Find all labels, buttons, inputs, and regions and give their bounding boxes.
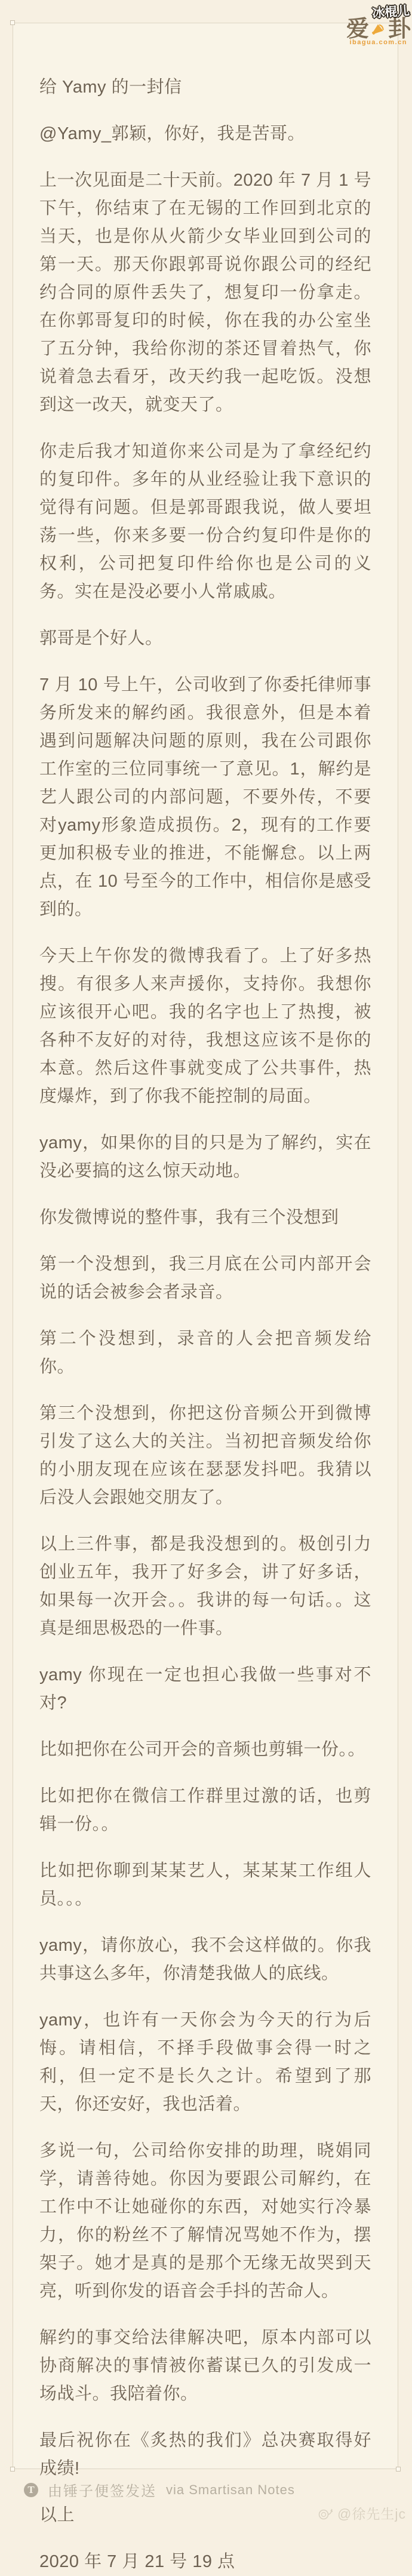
letter-paragraph: 多说一句，公司给你安排的助理，晓娟同学，请善待她。你因为要跟公司解约，在工作中不让她碰你的东西，对她实行冷暴力，你的粉丝不了解情况骂她不作为，摆架子。她才是真的是那个无缘无故哭到天亮，听到你发的语音会手抖的苦命人。 [39, 2141, 371, 2301]
letter-paragraph: 解约的事交给法律解决吧，原本内部可以协商解决的事情被你蓄谋已久的引发成一场战斗。我陪着你。 [39, 2328, 371, 2403]
letter-paragraph: 郭哥是个好人。 [39, 629, 163, 648]
letter-paragraph: 比如把你在公司开会的音频也剪辑一份。。 [39, 1740, 366, 1759]
letter-title: 给 Yamy 的一封信 [39, 78, 182, 97]
letter-paragraph: 第一个没想到，我三月底在公司内部开会说的话会被参会者录音。 [39, 1255, 371, 1302]
logo-brand-prefix: 爱 [346, 17, 369, 42]
watermark [318, 2503, 406, 2523]
letter-paragraph: 以上 [39, 2506, 75, 2525]
letter-paragraph: 比如把你聊到某某艺人，某某某工作组人员。。。 [39, 1861, 371, 1908]
letter-paragraph: 你走后我才知道你来公司是为了拿经纪约的复印件。多年的从业经验让我下意识的觉得有问题。但是郭哥跟我说，做人要坦荡一些，你来多要一份合约复印件是你的权利，公司把复印件给你也是公司的义务。实在是没必要小人常戚戚。 [39, 442, 371, 601]
megaphone-icon [370, 20, 388, 38]
card-corner-handle [10, 2467, 15, 2472]
letter-paragraph: 你发微博说的整件事，我有三个没想到 [39, 1208, 339, 1227]
letter-paragraph: 7 月 10 号上午，公司收到了你委托律师事务所发来的解约函。我很意外，但是本着遇到问题解决问题的原则，我在公司跟你工作室的三位同事统一了意见。1，解约是艺人跟公司的内部问题，不要外传，不要对yamy形象造成损伤。2，现有的工作要更加积极专业的推进，不能懈怠。以上两点，在 10 号至今的工作中，相信你是感受到的。 [39, 675, 371, 919]
letter-paragraph: 以上三件事，都是我没想到的。极创引力创业五年，我开了好多会，讲了好多话，如果每一次开会。。我讲的每一句话。。这真是细思极恐的一件事。 [39, 1535, 371, 1638]
letter-paragraph: 比如把你在微信工作群里过激的话，也剪辑一份。。 [39, 1787, 371, 1834]
snail-doodle-icon [318, 2506, 334, 2520]
letter-paragraph: yamy，请你放心，我不会这样做的。你我共事这么多年，你清楚我做人的底线。 [39, 1936, 371, 1983]
send-footer [24, 2479, 295, 2500]
letter-paragraph: yamy，如果你的目的只是为了解约，实在没必要搞的这么惊天动地。 [39, 1133, 371, 1181]
letter-paragraph: @Yamy_郭颖，你好，我是苦哥。 [39, 124, 306, 143]
site-logo [303, 2, 411, 46]
letter-body [39, 120, 371, 2576]
letter-paragraph: 第二个没想到，录音的人会把音频发给你。 [39, 1329, 371, 1376]
logo-domain: ibagua.com.cn [349, 39, 407, 46]
letter-paragraph: 最后祝你在《炙热的我们》总决赛取得好成绩! [39, 2431, 371, 2478]
letter-paragraph: 第三个没想到，你把这份音频公开到微博引发了这么大的关注。当初把音频发给你的小朋友现在应该在瑟瑟发抖吧。我猜以后没人会跟她交朋友了。 [39, 1404, 371, 1507]
watermark-text: @徐先生jc [337, 2506, 406, 2522]
send-footer-text-en: via Smartisan Notes [166, 2482, 295, 2497]
letter-paragraph: 上一次见面是二十天前。2020 年 7 月 1 号下午，你结束了在无锡的工作回到北京的当天，也是你从火箭少女毕业回到公司的第一天。那天你跟郭哥说你跟公司的经纪约合同的原件丢失了，想复印一份拿走。在你郭哥复印的时候，你在我的办公室坐了五分钟，我给你沏的茶还冒着热气，你说着急去看牙，改天约我一起吃饭。没想到这一改天，就变天了。 [39, 171, 371, 414]
letter-paragraph: yamy，也许有一天你会为今天的行为后悔。请相信，不择手段做事会得一时之利，但一定不是长久之计。希望到了那天，你还安好，我也活着。 [39, 2011, 371, 2114]
letter-paragraph: yamy 你现在一定也担心我做一些事对不对? [39, 1665, 371, 1713]
logo-badge: 冰棍儿 [371, 4, 410, 21]
logo-brand-suffix: 卦 [388, 17, 411, 42]
card-corner-handle [396, 2467, 401, 2472]
send-footer-text-cn: 由锤子便签发送 [48, 2483, 156, 2500]
logo-brand [303, 18, 411, 41]
letter-content [13, 23, 398, 2576]
smartisan-hammer-icon: T [24, 2483, 38, 2497]
letter-paragraph: 2020 年 7 月 21 号 19 点 [39, 2552, 235, 2571]
card-corner-handle [10, 20, 15, 25]
letter-paragraph: 今天上午你发的微博我看了。上了好多热搜。有很多人来声援你，支持你。我想你应该很开心吧。我的名字也上了热搜，被各种不友好的对待，我想这应该不是你的本意。然后这件事就变成了公共事件，热度爆炸，到了你我不能控制的局面。 [39, 946, 371, 1106]
